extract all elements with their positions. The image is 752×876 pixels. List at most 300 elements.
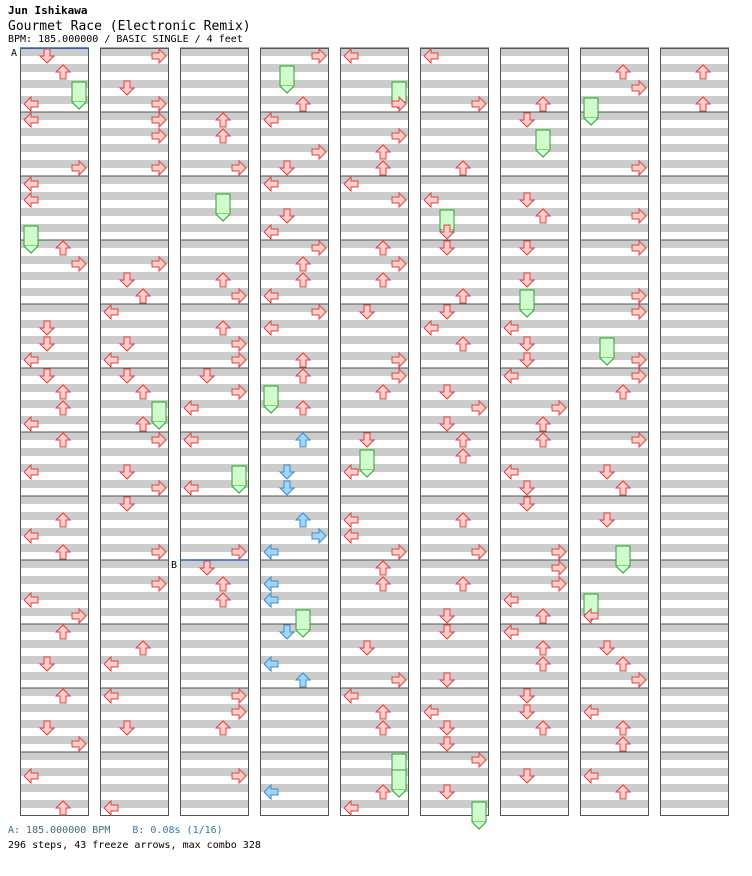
beat-stripe: [500, 736, 569, 744]
beat-stripe: [180, 64, 249, 72]
beat-stripe: [660, 352, 729, 360]
beat-stripe: [100, 560, 169, 568]
beat-stripe: [180, 144, 249, 152]
beat-stripe: [500, 192, 569, 200]
beat-stripe: [500, 480, 569, 488]
freeze-arrow: [72, 82, 86, 109]
beat-stripe: [340, 384, 409, 392]
beat-stripe: [100, 384, 169, 392]
freeze-arrow: [232, 466, 246, 493]
beat-stripe: [660, 224, 729, 232]
beat-stripe: [100, 608, 169, 616]
beat-stripe: [500, 512, 569, 520]
beat-stripe: [100, 464, 169, 472]
beat-stripe: [500, 432, 569, 440]
beat-stripe: [420, 672, 489, 680]
beat-stripe: [580, 224, 649, 232]
beat-stripe: [420, 160, 489, 168]
beat-stripe: [340, 496, 409, 504]
beat-stripe: [20, 368, 89, 376]
beat-stripe: [260, 256, 329, 264]
beat-stripe: [180, 272, 249, 280]
beat-stripe: [340, 400, 409, 408]
beat-stripe: [660, 256, 729, 264]
beat-stripe: [660, 400, 729, 408]
freeze-arrow: [616, 546, 630, 573]
beat-stripe: [580, 528, 649, 536]
freeze-arrow: [152, 402, 166, 429]
beat-stripe: [180, 592, 249, 600]
beat-stripe: [660, 160, 729, 168]
beat-stripe: [420, 496, 489, 504]
beat-stripe: [580, 800, 649, 808]
beat-stripe: [340, 656, 409, 664]
beat-stripe: [580, 544, 649, 552]
beat-stripe: [260, 160, 329, 168]
beat-stripe: [420, 576, 489, 584]
beat-stripe: [340, 608, 409, 616]
beat-stripe: [180, 96, 249, 104]
beat-stripe: [580, 176, 649, 184]
beat-stripe: [260, 688, 329, 696]
beat-stripe: [260, 96, 329, 104]
beat-stripe: [20, 64, 89, 72]
beat-stripe: [420, 736, 489, 744]
beat-stripe: [580, 256, 649, 264]
beat-stripe: [180, 48, 249, 56]
beat-stripe: [180, 240, 249, 248]
beat-stripe: [660, 528, 729, 536]
freeze-arrow: [600, 338, 614, 365]
beat-stripe: [660, 416, 729, 424]
beat-stripe: [580, 320, 649, 328]
beat-stripe: [500, 528, 569, 536]
beat-stripe: [180, 416, 249, 424]
beat-stripe: [180, 496, 249, 504]
beat-stripe: [420, 480, 489, 488]
beat-stripe: [20, 752, 89, 760]
beat-stripe: [420, 640, 489, 648]
marker-label: B: [171, 560, 178, 571]
beat-stripe: [180, 576, 249, 584]
beat-stripe: [20, 576, 89, 584]
freeze-arrow: [280, 66, 294, 93]
beat-stripe: [660, 368, 729, 376]
beat-stripe: [580, 560, 649, 568]
beat-stripe: [500, 768, 569, 776]
beat-stripe: [260, 736, 329, 744]
footer-legend: [8, 825, 223, 836]
beat-stripe: [660, 656, 729, 664]
beat-stripe: [660, 688, 729, 696]
beat-stripe: [500, 384, 569, 392]
beat-stripe: [100, 368, 169, 376]
beat-stripe: [500, 144, 569, 152]
beat-stripe: [100, 80, 169, 88]
beat-stripe: [500, 112, 569, 120]
beat-stripe: [20, 432, 89, 440]
beat-stripe: [340, 560, 409, 568]
beat-stripe: [100, 624, 169, 632]
beat-stripe: [580, 688, 649, 696]
beat-stripe: [260, 624, 329, 632]
beat-stripe: [580, 480, 649, 488]
beat-stripe: [420, 352, 489, 360]
beat-stripe: [660, 768, 729, 776]
beat-stripe: [500, 256, 569, 264]
beat-stripe: [260, 352, 329, 360]
beat-stripe: [420, 304, 489, 312]
beat-stripe: [20, 784, 89, 792]
beat-stripe: [580, 512, 649, 520]
beat-stripe: [100, 336, 169, 344]
beat-stripe: [660, 336, 729, 344]
beat-stripe: [100, 752, 169, 760]
beat-stripe: [500, 608, 569, 616]
beat-stripe: [260, 672, 329, 680]
beat-stripe: [420, 624, 489, 632]
beat-stripe: [580, 48, 649, 56]
beat-stripe: [660, 496, 729, 504]
beat-stripe: [500, 704, 569, 712]
beat-stripe: [340, 432, 409, 440]
beat-stripe: [420, 288, 489, 296]
freeze-arrow: [520, 290, 534, 317]
beat-stripe: [340, 272, 409, 280]
beat-stripe: [660, 512, 729, 520]
beat-stripe: [500, 688, 569, 696]
marker-label: A: [11, 48, 18, 59]
beat-stripe: [180, 224, 249, 232]
beat-stripe: [180, 624, 249, 632]
beat-stripe: [180, 448, 249, 456]
beat-stripe: [660, 560, 729, 568]
beat-stripe: [340, 304, 409, 312]
beat-stripe: [660, 800, 729, 808]
beat-stripe: [180, 80, 249, 88]
beat-stripe: [20, 448, 89, 456]
beat-stripe: [20, 208, 89, 216]
beat-stripe: [100, 768, 169, 776]
beat-stripe: [660, 704, 729, 712]
beat-stripe: [580, 752, 649, 760]
beat-stripe: [260, 480, 329, 488]
beat-stripe: [260, 640, 329, 648]
beat-stripe: [580, 272, 649, 280]
beat-stripe: [20, 48, 89, 56]
beat-stripe: [180, 304, 249, 312]
bpm-legend: A: 185.000000 BPM: [8, 825, 111, 836]
freeze-arrow: [264, 386, 278, 413]
beat-stripe: [260, 560, 329, 568]
freeze-arrow: [216, 194, 230, 221]
beat-stripe: [100, 592, 169, 600]
beat-stripe: [660, 80, 729, 88]
beat-stripe: [500, 48, 569, 56]
beat-stripe: [660, 320, 729, 328]
beat-stripe: [580, 400, 649, 408]
beat-stripe: [340, 288, 409, 296]
beat-stripe: [660, 240, 729, 248]
beat-stripe: [340, 208, 409, 216]
beat-stripe: [100, 176, 169, 184]
beat-stripe: [420, 656, 489, 664]
beat-stripe: [180, 784, 249, 792]
beat-stripe: [180, 368, 249, 376]
beat-stripe: [420, 416, 489, 424]
beat-stripe: [100, 528, 169, 536]
beat-stripe: [100, 704, 169, 712]
beat-stripe: [340, 64, 409, 72]
beat-stripe: [500, 240, 569, 248]
beat-stripe: [100, 208, 169, 216]
beat-stripe: [340, 592, 409, 600]
beat-stripe: [660, 432, 729, 440]
beat-stripe: [500, 784, 569, 792]
beat-stripe: [100, 224, 169, 232]
beat-stripe: [660, 128, 729, 136]
beat-stripe: [660, 64, 729, 72]
beat-stripe: [660, 752, 729, 760]
beat-stripe: [500, 96, 569, 104]
beat-stripe: [420, 176, 489, 184]
beat-stripe: [100, 512, 169, 520]
beat-stripe: [660, 784, 729, 792]
beat-stripe: [100, 720, 169, 728]
beat-stripe: [20, 656, 89, 664]
beat-stripe: [420, 464, 489, 472]
beat-stripe: [500, 656, 569, 664]
beat-stripe: [660, 96, 729, 104]
beat-stripe: [660, 304, 729, 312]
beat-stripe: [260, 192, 329, 200]
beat-stripe: [100, 784, 169, 792]
beat-stripe: [580, 624, 649, 632]
beat-stripe: [500, 496, 569, 504]
beat-stripe: [580, 128, 649, 136]
beat-stripe: [20, 800, 89, 808]
beat-stripe: [180, 528, 249, 536]
beat-stripe: [660, 608, 729, 616]
chart-column: [420, 48, 489, 816]
chart-column: [500, 48, 569, 816]
beat-stripe: [260, 208, 329, 216]
beat-stripe: [340, 416, 409, 424]
beat-stripe: [500, 672, 569, 680]
beat-stripe: [580, 720, 649, 728]
beat-stripe: [660, 544, 729, 552]
freeze-arrow: [536, 130, 550, 157]
beat-stripe: [420, 80, 489, 88]
beat-stripe: [100, 144, 169, 152]
beat-stripe: [420, 64, 489, 72]
beat-stripe: [100, 496, 169, 504]
beat-stripe: [180, 736, 249, 744]
beat-stripe: [180, 800, 249, 808]
beat-stripe: [660, 384, 729, 392]
beat-stripe: [20, 400, 89, 408]
beat-stripe: [500, 272, 569, 280]
beat-stripe: [580, 464, 649, 472]
beat-stripe: [420, 144, 489, 152]
chart-column: [260, 48, 329, 816]
beat-stripe: [660, 144, 729, 152]
beat-stripe: [580, 144, 649, 152]
beat-stripe: [660, 208, 729, 216]
beat-stripe: [20, 640, 89, 648]
beat-stripe: [20, 720, 89, 728]
beat-stripe: [260, 608, 329, 616]
beat-stripe: [660, 288, 729, 296]
beat-stripe: [500, 80, 569, 88]
beat-stripe: [180, 256, 249, 264]
beat-stripe: [260, 432, 329, 440]
freeze-arrow: [296, 610, 310, 637]
beat-stripe: [260, 512, 329, 520]
beat-stripe: [420, 720, 489, 728]
beat-stripe: [340, 160, 409, 168]
beat-stripe: [340, 624, 409, 632]
beat-stripe: [420, 240, 489, 248]
beat-stripe: [100, 288, 169, 296]
beat-stripe: [420, 784, 489, 792]
beat-stripe: [100, 736, 169, 744]
beat-stripe: [340, 224, 409, 232]
beat-stripe: [340, 144, 409, 152]
beat-stripe: [660, 736, 729, 744]
beat-stripe: [580, 656, 649, 664]
beat-stripe: [260, 720, 329, 728]
beat-stripe: [20, 144, 89, 152]
beat-stripe: [180, 128, 249, 136]
beat-stripe: [660, 448, 729, 456]
beat-stripe: [580, 192, 649, 200]
beat-stripe: [660, 272, 729, 280]
beat-stripe: [420, 688, 489, 696]
beat-stripe: [580, 64, 649, 72]
beat-stripe: [100, 672, 169, 680]
beat-stripe: [100, 64, 169, 72]
beat-stripe: [500, 64, 569, 72]
beat-stripe: [180, 112, 249, 120]
beat-stripe: [180, 192, 249, 200]
beat-stripe: [340, 720, 409, 728]
beat-stripe: [260, 128, 329, 136]
beat-stripe: [500, 352, 569, 360]
beat-stripe: [500, 336, 569, 344]
beat-stripe: [340, 240, 409, 248]
beat-stripe: [180, 320, 249, 328]
beat-stripe: [580, 416, 649, 424]
beat-stripe: [420, 336, 489, 344]
beat-stripe: [100, 640, 169, 648]
beat-stripe: [580, 496, 649, 504]
beat-stripe: [20, 304, 89, 312]
beat-stripe: [660, 672, 729, 680]
beat-stripe: [340, 480, 409, 488]
beat-stripe: [340, 704, 409, 712]
beat-stripe: [180, 640, 249, 648]
beat-stripe: [260, 368, 329, 376]
beat-stripe: [20, 336, 89, 344]
beat-stripe: [500, 128, 569, 136]
beat-stripe: [180, 512, 249, 520]
beat-stripe: [20, 512, 89, 520]
beat-stripe: [260, 336, 329, 344]
beat-stripe: [420, 512, 489, 520]
beat-stripe: [20, 704, 89, 712]
beat-stripe: [260, 416, 329, 424]
beat-stripe: [420, 368, 489, 376]
beat-stripe: [660, 464, 729, 472]
beat-stripe: [660, 624, 729, 632]
beat-stripe: [420, 560, 489, 568]
beat-stripe: [260, 272, 329, 280]
beat-stripe: [340, 112, 409, 120]
beat-stripe: [420, 384, 489, 392]
stop-legend: B: 0.08s (1/16): [132, 825, 223, 836]
beat-stripe: [420, 256, 489, 264]
beat-stripe: [500, 208, 569, 216]
beat-stripe: [100, 448, 169, 456]
beat-stripe: [420, 768, 489, 776]
freeze-arrow: [584, 98, 598, 125]
beat-stripe: [580, 784, 649, 792]
beat-stripe: [580, 448, 649, 456]
beat-stripe: [20, 544, 89, 552]
beat-stripe: [500, 160, 569, 168]
beat-stripe: [660, 576, 729, 584]
beat-stripe: [420, 608, 489, 616]
beat-stripe: [180, 208, 249, 216]
beat-stripe: [20, 128, 89, 136]
beat-stripe: [420, 112, 489, 120]
beat-stripe: [20, 384, 89, 392]
beat-stripe: [500, 752, 569, 760]
beat-stripe: [180, 720, 249, 728]
song-title: Gourmet Race (Electronic Remix): [8, 19, 251, 34]
beat-stripe: [100, 240, 169, 248]
beat-stripe: [20, 672, 89, 680]
beat-stripe: [340, 576, 409, 584]
beat-stripe: [500, 800, 569, 808]
beat-stripe: [180, 752, 249, 760]
beat-stripe: [20, 496, 89, 504]
beat-stripe: [180, 656, 249, 664]
artist-name: Jun Ishikawa: [8, 4, 88, 17]
beat-stripe: [420, 592, 489, 600]
beat-stripe: [20, 560, 89, 568]
beat-stripe: [660, 720, 729, 728]
beat-stripe: [500, 416, 569, 424]
beat-stripe: [580, 640, 649, 648]
beat-stripe: [20, 320, 89, 328]
chart-info: BPM: 185.000000 / BASIC SINGLE / 4 feet: [8, 34, 243, 45]
chart-column: [660, 48, 729, 816]
beat-stripe: [660, 192, 729, 200]
beat-stripe: [420, 528, 489, 536]
beat-stripe: [580, 576, 649, 584]
beat-stripe: [500, 176, 569, 184]
beat-stripe: [500, 720, 569, 728]
freeze-arrow: [392, 770, 406, 797]
beat-stripe: [420, 128, 489, 136]
beat-stripe: [660, 48, 729, 56]
beat-stripe: [340, 336, 409, 344]
freeze-arrow: [472, 802, 486, 829]
beat-stripe: [20, 272, 89, 280]
freeze-arrow: [360, 450, 374, 477]
